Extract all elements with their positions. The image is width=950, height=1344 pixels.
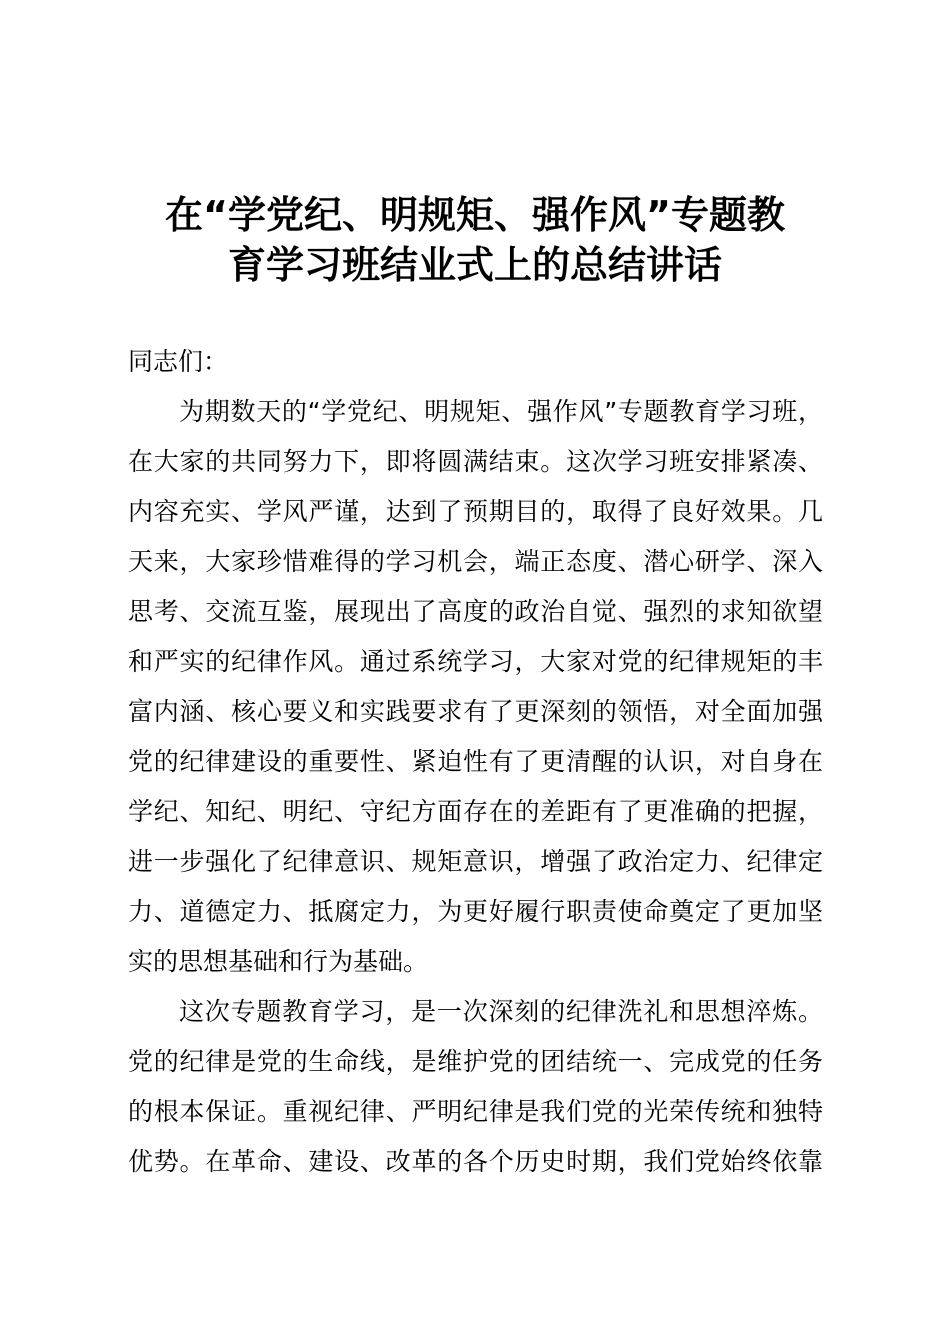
paragraph-line: 思考、交流互鉴，展现出了高度的政治自觉、强烈的求知欲望 <box>128 597 823 626</box>
document-title-line-1: 在“学党纪、明规矩、强作风”专题教 <box>165 193 785 237</box>
paragraph-line: 富内涵、核心要义和实践要求有了更深刻的领悟，对全面加强 <box>128 697 823 726</box>
paragraph-line: 实的思想基础和行为基础。 <box>128 947 429 976</box>
paragraph-line: 在大家的共同努力下，即将圆满结束。这次学习班安排紧凑、 <box>128 447 823 476</box>
paragraph-line: 天来，大家珍惜难得的学习机会，端正态度、潜心研学、深入 <box>128 547 823 576</box>
paragraph-line: 这次专题教育学习，是一次深刻的纪律洗礼和思想淬炼。 <box>179 997 823 1026</box>
paragraph-line: 的根本保证。重视纪律、严明纪律是我们党的光荣传统和独特 <box>128 1097 823 1126</box>
document-title-line-2: 育学习班结业式上的总结讲话 <box>227 243 722 287</box>
paragraph-line: 优势。在革命、建设、改革的各个历史时期，我们党始终依靠 <box>128 1147 823 1176</box>
paragraph-line: 为期数天的“学党纪、明规矩、强作风”专题教育学习班， <box>179 397 823 426</box>
paragraph-line: 和严实的纪律作风。通过系统学习，大家对党的纪律规矩的丰 <box>128 647 823 676</box>
paragraph-line: 学纪、知纪、明纪、守纪方面存在的差距有了更准确的把握， <box>128 797 823 826</box>
paragraph-line: 力、道德定力、抵腐定力，为更好履行职责使命奠定了更加坚 <box>128 897 823 926</box>
paragraph-line: 内容充实、学风严谨，达到了预期目的，取得了良好效果。几 <box>128 497 823 526</box>
salutation: 同志们： <box>128 347 229 376</box>
paragraph-line: 进一步强化了纪律意识、规矩意识，增强了政治定力、纪律定 <box>128 847 823 876</box>
paragraph-line: 党的纪律是党的生命线，是维护党的团结统一、完成党的任务 <box>128 1047 823 1076</box>
paragraph-line: 党的纪律建设的重要性、紧迫性有了更清醒的认识，对自身在 <box>128 747 823 776</box>
